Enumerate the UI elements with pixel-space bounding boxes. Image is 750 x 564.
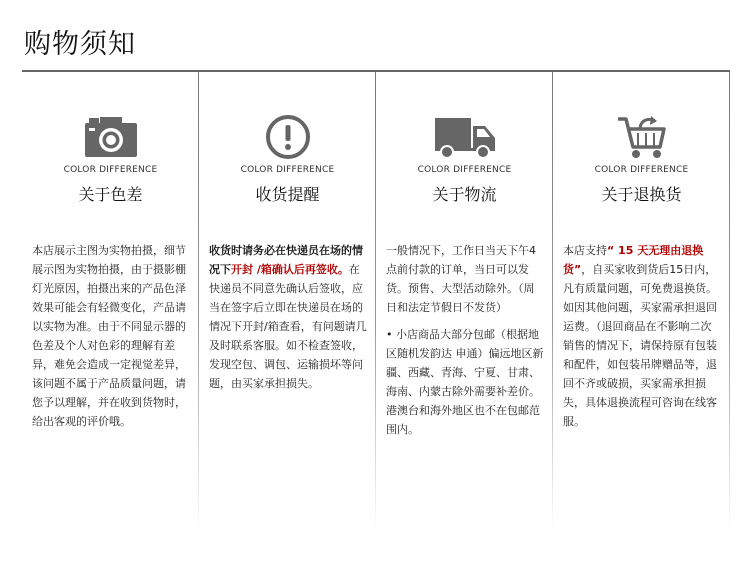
return-policy-highlight: “ 15 天无理由退换货”: [563, 244, 704, 276]
returns-policy-text: ，自买家收到货后15日内，凡有质量问题，可免费退换货。如因其他问题，买家需承担退回运费。（退回商品在不影响二次销售的情况下，请保持原有包装和配件，如包装吊牌赠品等，退回不齐或破损，买家需承担损失，具体退换流程可咨询在线客服。: [563, 263, 717, 428]
column-heading: 关于色差: [78, 185, 143, 204]
column-caption: COLOR DIFFERENCE: [63, 165, 158, 175]
free-shipping-text: • 小店商品大部分包邮（根据地区随机发韵达 申通）偏远地区新疆、西藏、青海、宁夏、甘肃、海南、内蒙古除外需要补差价。港澳台和海外地区也不在包邮范围内。: [386, 328, 544, 436]
receipt-warning-text: 收货时请务必在快递员在场的情况下: [209, 244, 363, 276]
column-body: [563, 241, 721, 431]
returns-column: [553, 72, 730, 532]
receipt-warning-highlight: 开封 /箱确认后再签收。: [231, 263, 349, 276]
column-heading: 关于物流: [432, 185, 497, 204]
color-difference-text: 本店展示主图为实物拍摄，细节展示图为实物拍摄，由于摄影棚灯光原因，拍摄出来的产品色泽效果可能会有轻微变化，产品请以实物为准。由于不同显示器的色差及个人对色彩的理解有差异，难免会造成一定视觉差异，该问题不属于产品质量问题，请您予以理解，并在收到货物时，给出客观的评价哦。: [32, 244, 186, 428]
column-caption: COLOR DIFFERENCE: [240, 165, 335, 175]
receipt-reminder-text: 在快递员不同意先确认后签收，应当在签字后立即在快递员在场的情况下开封/箱查看，有问题请几及时联系客服。如不检查签收，发现空包、调包、运输损坏等问题，由买家承担损失。: [209, 263, 367, 390]
receipt-reminder-column: [199, 72, 376, 532]
column-body: [386, 241, 544, 439]
page-title: 购物须知: [24, 29, 136, 60]
alert-icon: [265, 114, 311, 160]
column-body: [32, 241, 190, 431]
column-caption: COLOR DIFFERENCE: [594, 165, 689, 175]
truck-icon: [433, 114, 497, 160]
notice-columns: [22, 72, 730, 532]
column-heading: 收货提醒: [255, 185, 320, 204]
returns-intro-text: 本店支持: [563, 244, 607, 257]
shipping-time-text: 一般情况下，工作日当天下午4点前付款的订单，当日可以发货。预售、大型活动除外。（周日和法定节假日不发货）: [386, 244, 536, 314]
color-difference-column: [22, 72, 199, 532]
column-body: [209, 241, 367, 393]
cart-return-icon: [616, 113, 668, 161]
camera-icon: [83, 115, 139, 159]
column-heading: 关于退换货: [601, 185, 682, 204]
logistics-column: [376, 72, 553, 532]
column-caption: COLOR DIFFERENCE: [417, 165, 512, 175]
